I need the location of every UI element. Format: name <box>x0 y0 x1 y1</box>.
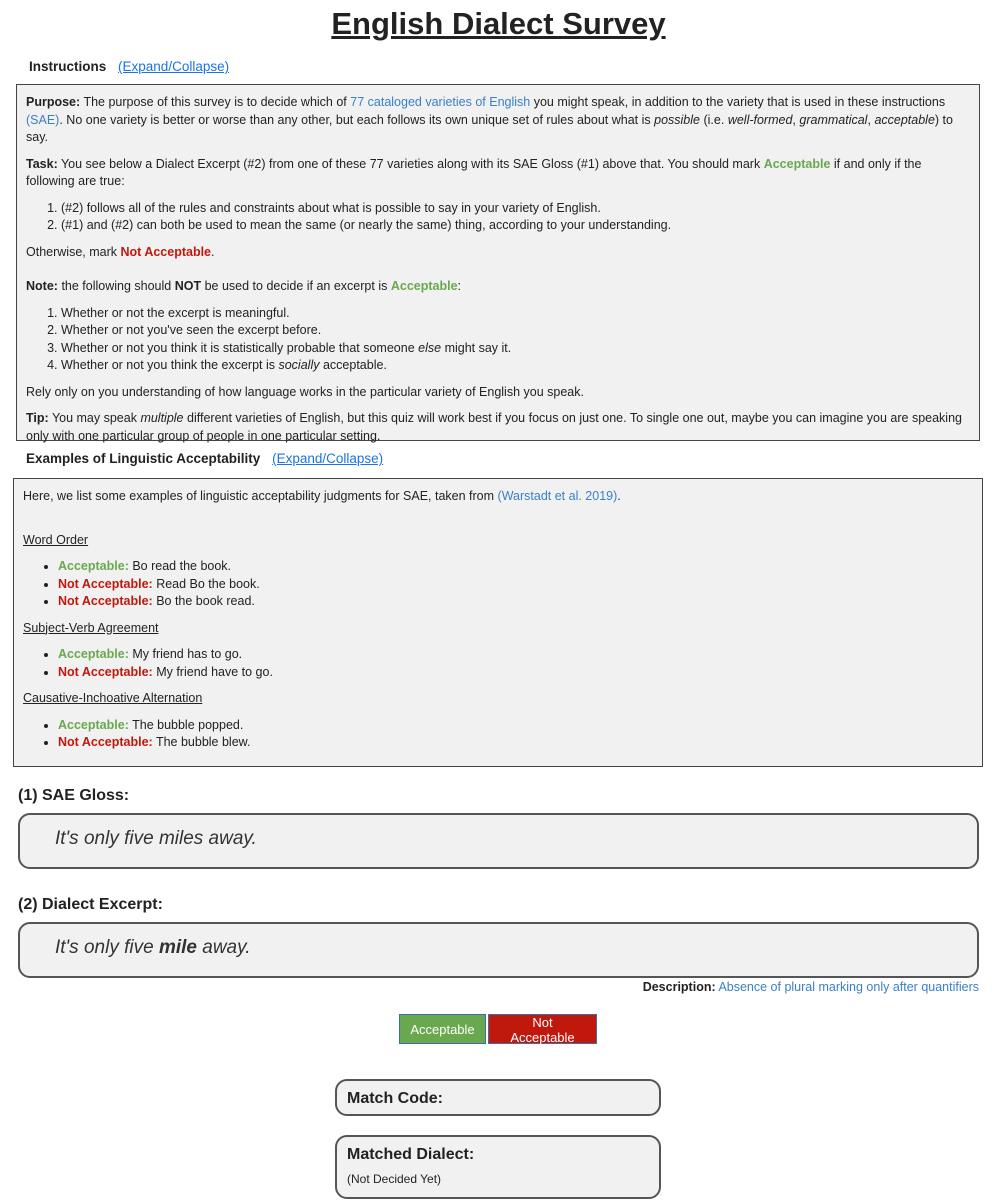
note-text: be used to decide if an excerpt is <box>204 279 388 293</box>
category-list <box>23 646 973 681</box>
page-title: English Dialect Survey <box>331 6 666 41</box>
match-code-label: Match Code: <box>347 1090 443 1107</box>
example-sentence: My friend has to go. <box>132 647 243 661</box>
excerpt-label: (2) Dialect Excerpt: <box>18 896 163 913</box>
purpose-em: well-formed <box>727 112 793 127</box>
judgment-label: Acceptable: <box>58 647 129 661</box>
purpose-em: grammatical <box>799 112 868 127</box>
otherwise-paragraph <box>26 244 970 262</box>
note-list <box>26 305 970 375</box>
list-item: 1. (#2) follows all of the rules and constraints about what is possible to say in your variety of English. <box>61 200 970 218</box>
examples-intro-text: Here, we list some examples of linguistic acceptability judgments for SAE, taken from <box>23 489 495 503</box>
note-item-text: might say it. <box>444 340 512 355</box>
purpose-text: The purpose of this survey is to decide which of <box>83 95 347 109</box>
examples-intro <box>23 488 973 506</box>
matched-dialect-label: Matched Dialect: <box>347 1146 475 1163</box>
note-item-em: else <box>418 340 442 355</box>
list-item <box>61 357 970 375</box>
examples-heading: Examples of Linguistic Acceptability <box>26 451 261 466</box>
note-text: : <box>457 279 462 293</box>
judgment-label: Not Acceptable: <box>58 576 153 591</box>
note-text: the following should <box>61 279 172 293</box>
examples-header <box>26 451 383 466</box>
note-not: NOT <box>174 279 202 293</box>
rely-paragraph: Rely only on you understanding of how language works in the particular variety of English you speak. <box>26 384 584 399</box>
list-item <box>58 558 973 576</box>
warstadt-link[interactable]: (Warstadt et al. 2019) <box>497 489 618 503</box>
acceptable-term: Acceptable <box>390 279 458 293</box>
task-list <box>26 200 970 235</box>
note-item-text: Whether or not you think it is statistically probable that someone <box>61 340 415 355</box>
matched-dialect-value: (Not Decided Yet) <box>347 1172 442 1186</box>
purpose-text: you might speak, in addition to the variety that is used in these instructions <box>533 95 946 109</box>
purpose-text: , <box>867 112 871 127</box>
example-sentence: My friend have to go. <box>156 664 273 679</box>
tip-label: Tip: <box>26 411 49 425</box>
description-link[interactable]: Absence of plural marking only after quantifiers <box>718 980 979 994</box>
excerpt-text-before: It's only five <box>55 937 154 958</box>
note-item-text: acceptable. <box>322 358 387 372</box>
category-list <box>23 717 973 752</box>
purpose-paragraph <box>26 94 970 147</box>
sae-link[interactable]: (SAE) <box>26 112 60 127</box>
otherwise-text: Otherwise, mark <box>26 244 117 259</box>
purpose-text: . No one variety is better or worse than any other, but each follows its own unique set of rules about what is <box>59 112 651 127</box>
judgment-label: Acceptable: <box>58 717 129 732</box>
purpose-text: (i.e. <box>703 112 725 127</box>
varieties-link[interactable]: 77 cataloged varieties of English <box>350 95 531 109</box>
not-acceptable-term: Not Acceptable <box>120 244 212 259</box>
tip-text: different varieties of English, but this quiz will work best if you focus on just one. To single one out, maybe you can imagine you are speaking only with one particular group of people in one particular setting. <box>26 411 962 443</box>
task-paragraph <box>26 156 970 191</box>
example-sentence: Read Bo the book. <box>156 576 260 591</box>
note-item-text: Whether or not you think the excerpt is <box>61 358 275 372</box>
purpose-text: ) to say. <box>26 112 953 144</box>
list-item <box>58 576 973 594</box>
not-acceptable-button[interactable]: Not Acceptable <box>488 1014 597 1044</box>
list-item <box>61 340 970 358</box>
acceptable-button[interactable]: Acceptable <box>399 1014 486 1044</box>
description-label: Description: <box>642 980 716 994</box>
example-sentence: Bo read the book. <box>132 559 232 573</box>
judgment-label: Not Acceptable: <box>58 594 153 608</box>
instructions-toggle-link[interactable]: (Expand/Collapse) <box>118 59 230 74</box>
matched-dialect-box <box>335 1135 661 1199</box>
tip-em: multiple <box>140 411 184 425</box>
list-item <box>58 717 973 735</box>
category-title: Word Order <box>23 532 89 547</box>
gloss-text: It's only five miles away. <box>55 828 257 849</box>
list-item: 1. Whether or not the excerpt is meaningful. <box>61 305 970 323</box>
list-item <box>58 664 973 682</box>
note-paragraph <box>26 278 970 296</box>
excerpt-text-after: away. <box>202 937 251 958</box>
purpose-text: , <box>792 112 796 127</box>
gloss-label: (1) SAE Gloss: <box>18 787 130 804</box>
tip-text: You may speak <box>51 411 137 425</box>
excerpt-highlight: mile <box>158 937 197 958</box>
examples-panel <box>13 478 983 767</box>
list-item: 2. (#1) and (#2) can both be used to mean the same (or nearly the same) thing, according to your understanding. <box>61 217 970 235</box>
otherwise-text: . <box>211 244 215 259</box>
list-item <box>58 734 973 752</box>
examples-toggle-link[interactable]: (Expand/Collapse) <box>272 451 384 466</box>
gloss-box <box>18 813 979 869</box>
judgment-label: Not Acceptable: <box>58 735 153 749</box>
list-item <box>58 646 973 664</box>
match-code-box <box>335 1079 661 1116</box>
note-item-em: socially <box>278 358 320 372</box>
purpose-em: possible <box>654 112 700 127</box>
tip-paragraph <box>26 410 970 445</box>
category-title: Causative-Inchoative Alternation <box>23 691 203 705</box>
excerpt-box <box>18 922 979 978</box>
purpose-label: Purpose: <box>26 95 81 109</box>
task-text: You see below a Dialect Excerpt (#2) from one of these 77 varieties along with its SAE Gloss (#1) above that. You should mark <box>60 156 761 171</box>
examples-intro-text: . <box>617 489 621 503</box>
category-list <box>23 558 973 611</box>
instructions-panel <box>16 84 980 441</box>
judgment-label: Acceptable: <box>58 559 129 573</box>
example-sentence: Bo the book read. <box>156 594 255 608</box>
task-text: if and only if the following are true: <box>26 156 922 188</box>
list-item <box>58 593 973 611</box>
purpose-em: acceptable <box>874 112 935 127</box>
note-label: Note: <box>26 279 58 293</box>
instructions-header <box>29 59 229 74</box>
description-row <box>643 980 979 994</box>
example-sentence: The bubble popped. <box>132 717 244 732</box>
list-item: 2. Whether or not you've seen the excerpt before. <box>61 322 970 340</box>
instructions-heading: Instructions <box>29 59 107 74</box>
example-sentence: The bubble blew. <box>155 735 251 749</box>
task-label: Task: <box>26 156 58 171</box>
acceptable-term: Acceptable <box>763 156 831 171</box>
judgment-label: Not Acceptable: <box>58 664 153 679</box>
category-title: Subject-Verb Agreement <box>23 620 159 635</box>
